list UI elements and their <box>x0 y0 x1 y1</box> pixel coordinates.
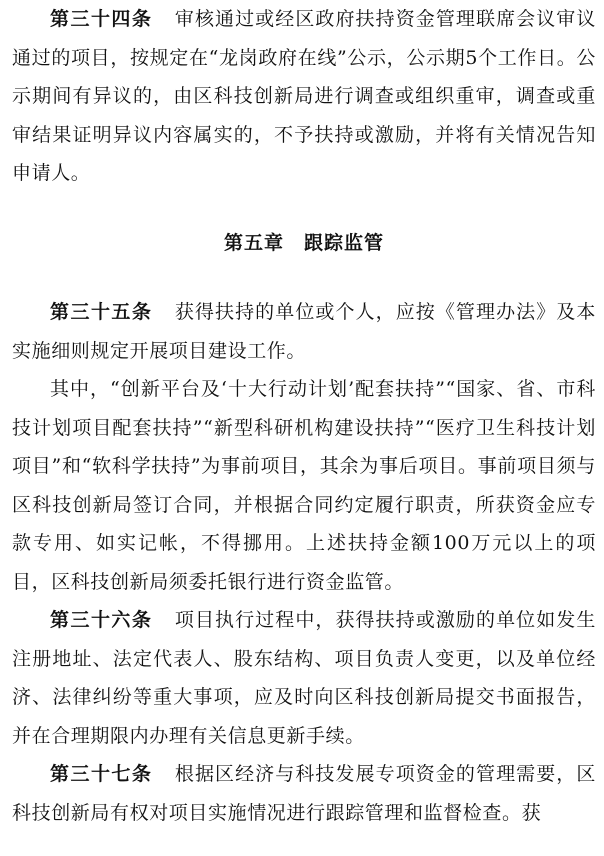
article-35-paragraph <box>12 293 596 370</box>
article-37-label: 第三十七条 <box>50 763 153 785</box>
article-36-label: 第三十六条 <box>50 609 153 631</box>
article-35-sub-paragraph: 其中，“创新平台及‘十大行动计划’配套扶持”“国家、省、市科技计划项目配套扶持”“新型科研机构建设扶持”“医疗卫生科技计划项目”和“软科学扶持”为事前项目，其余为事后项目。事前项目须与区科技创新局签订合同，并根据合同约定履行职责，所获资金应专款专用、如实记帐，不得挪用。上述扶持金额100万元以上的项目，区科技创新局须委托银行进行资金监管。 <box>12 378 596 593</box>
chapter-heading-wrap <box>12 224 596 263</box>
article-36-text: 项目执行过程中，获得扶持或激励的单位如发生注册地址、法定代表人、股东结构、项目负责人变更，以及单位经济、法律纠纷等重大事项，应及时向区科技创新局提交书面报告，并在合理期限内办理有关信息更新手续。 <box>12 609 596 747</box>
article-37-text: 根据区经济与科技发展专项资金的管理需要，区科技创新局有权对项目实施情况进行跟踪管理和监督检查。获 <box>12 763 596 824</box>
chapter-title: 跟踪监管 <box>304 231 385 254</box>
chapter-heading <box>12 224 596 263</box>
article-35-text: 获得扶持的单位或个人，应按《管理办法》及本实施细则规定开展项目建设工作。 <box>12 301 596 362</box>
article-34-paragraph <box>12 0 596 193</box>
chapter-number: 第五章 <box>223 231 284 254</box>
article-36-paragraph <box>12 601 596 755</box>
article-35-label: 第三十五条 <box>50 301 153 323</box>
article-34-label: 第三十四条 <box>50 8 153 30</box>
article-37-paragraph <box>12 755 596 832</box>
article-34-text: 审核通过或经区政府扶持资金管理联席会议审议通过的项目，按规定在“龙岗政府在线”公示，公示期5个工作日。公示期间有异议的，由区科技创新局进行调查或组织重审，调查或重审结果证明异议内容属实的，不予扶持或激励，并将有关情况告知申请人。 <box>12 8 596 184</box>
